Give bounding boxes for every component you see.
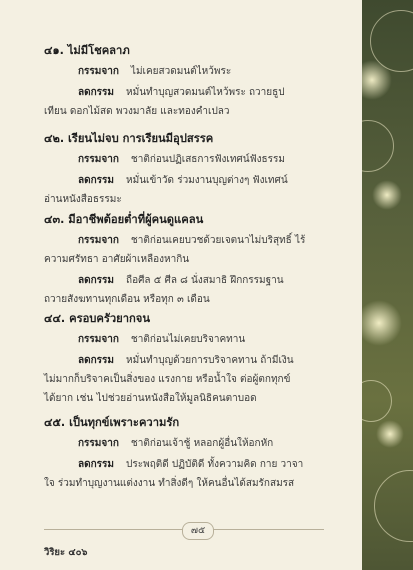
remedy-label: ลดกรรม xyxy=(78,355,115,366)
cause-text: ชาติก่อนเจ้าชู้ หลอกผู้อื่นให้อกหัก xyxy=(130,438,274,449)
section-45-remedy xyxy=(78,457,303,472)
section-45-cause xyxy=(78,436,273,451)
remedy-text: หมั่นเข้าวัด ร่วมงานบุญต่างๆ ฟังเทศน์ xyxy=(126,175,288,186)
section-44-remedy-cont-1: ไม่มากก็บริจาคเป็นสิ่งของ แรงกาย หรือน้ำใจ ต่อผู้ตกทุกข์ xyxy=(44,374,291,385)
section-43-remedy-cont: ถวายสังฆทานทุกเดือน หรือทุก ๓ เดือน xyxy=(44,294,210,305)
section-44-remedy-cont-2: ได้ยาก เช่น ไปช่วยอ่านหนังสือให้มูลนิธิคนตาบอด xyxy=(44,393,257,404)
remedy-label: ลดกรรม xyxy=(78,175,115,186)
cause-text: ไม่เคยสวดมนต์ไหว้พระ xyxy=(130,66,232,77)
section-43-title: ๔๓. มีอาชีพต้อยต่ำที่ผู้คนดูแคลน xyxy=(44,213,204,226)
remedy-text: หมั่นทำบุญด้วยการบริจาคทาน ถ้ามีเงิน xyxy=(126,355,294,366)
section-41-remedy-cont: เทียน ดอกไม้สด พวงมาลัย และทองคำเปลว xyxy=(44,106,230,117)
remedy-label: ลดกรรม xyxy=(78,459,115,470)
section-45-remedy-cont: ใจ ร่วมทำบุญงานแต่งงาน ทำสิ่งดีๆ ให้คนอื่นได้สมรักสมรส xyxy=(44,478,295,489)
section-43-cause-cont: ความศรัทธา อาศัยผ้าเหลืองหากิน xyxy=(44,254,190,265)
cause-label: กรรมจาก xyxy=(78,334,119,345)
section-42-title: ๔๒. เรียนไม่จบ การเรียนมีอุปสรรค xyxy=(44,132,214,145)
decorative-side-panel xyxy=(362,0,413,570)
cause-label: กรรมจาก xyxy=(78,438,119,449)
section-41-title: ๔๑. ไม่มีโชคลาภ xyxy=(44,44,130,57)
remedy-text: หมั่นทำบุญสวดมนต์ไหว้พระ ถวายธูป xyxy=(126,87,285,98)
cause-text: ชาติก่อนไม่เคยบริจาคทาน xyxy=(130,334,246,345)
series-label: วิริยะ ๔๐๖ xyxy=(44,547,88,558)
section-44-remedy xyxy=(78,353,294,368)
section-42-remedy-cont: อ่านหนังสือธรรมะ xyxy=(44,194,122,205)
remedy-text: ประพฤติดี ปฏิบัติดี ทั้งความคิด กาย วาจา xyxy=(126,459,304,470)
section-43-cause xyxy=(78,233,305,248)
cause-text: ชาติก่อนเคยบวชด้วยเจตนาไม่บริสุทธิ์ ไร้ xyxy=(130,235,306,246)
remedy-label: ลดกรรม xyxy=(78,87,115,98)
page-number: ๗๕ xyxy=(182,522,214,540)
section-43-remedy xyxy=(78,273,284,288)
cause-label: กรรมจาก xyxy=(78,154,119,165)
section-45-title: ๔๕. เป็นทุกข์เพราะความรัก xyxy=(44,416,180,429)
section-44-cause xyxy=(78,332,245,347)
remedy-label: ลดกรรม xyxy=(78,275,115,286)
cause-label: กรรมจาก xyxy=(78,235,119,246)
section-41-remedy xyxy=(78,85,285,100)
cause-label: กรรมจาก xyxy=(78,66,119,77)
cause-text: ชาติก่อนปฏิเสธการฟังเทศน์ฟังธรรม xyxy=(130,154,285,165)
remedy-text: ถือศีล ๕ ศีล ๘ นั่งสมาธิ ฝึกกรรมฐาน xyxy=(126,275,284,286)
section-42-remedy xyxy=(78,173,288,188)
section-42-cause xyxy=(78,152,285,167)
section-41-cause xyxy=(78,64,231,79)
section-44-title: ๔๔. ครอบครัวยากจน xyxy=(44,312,150,325)
